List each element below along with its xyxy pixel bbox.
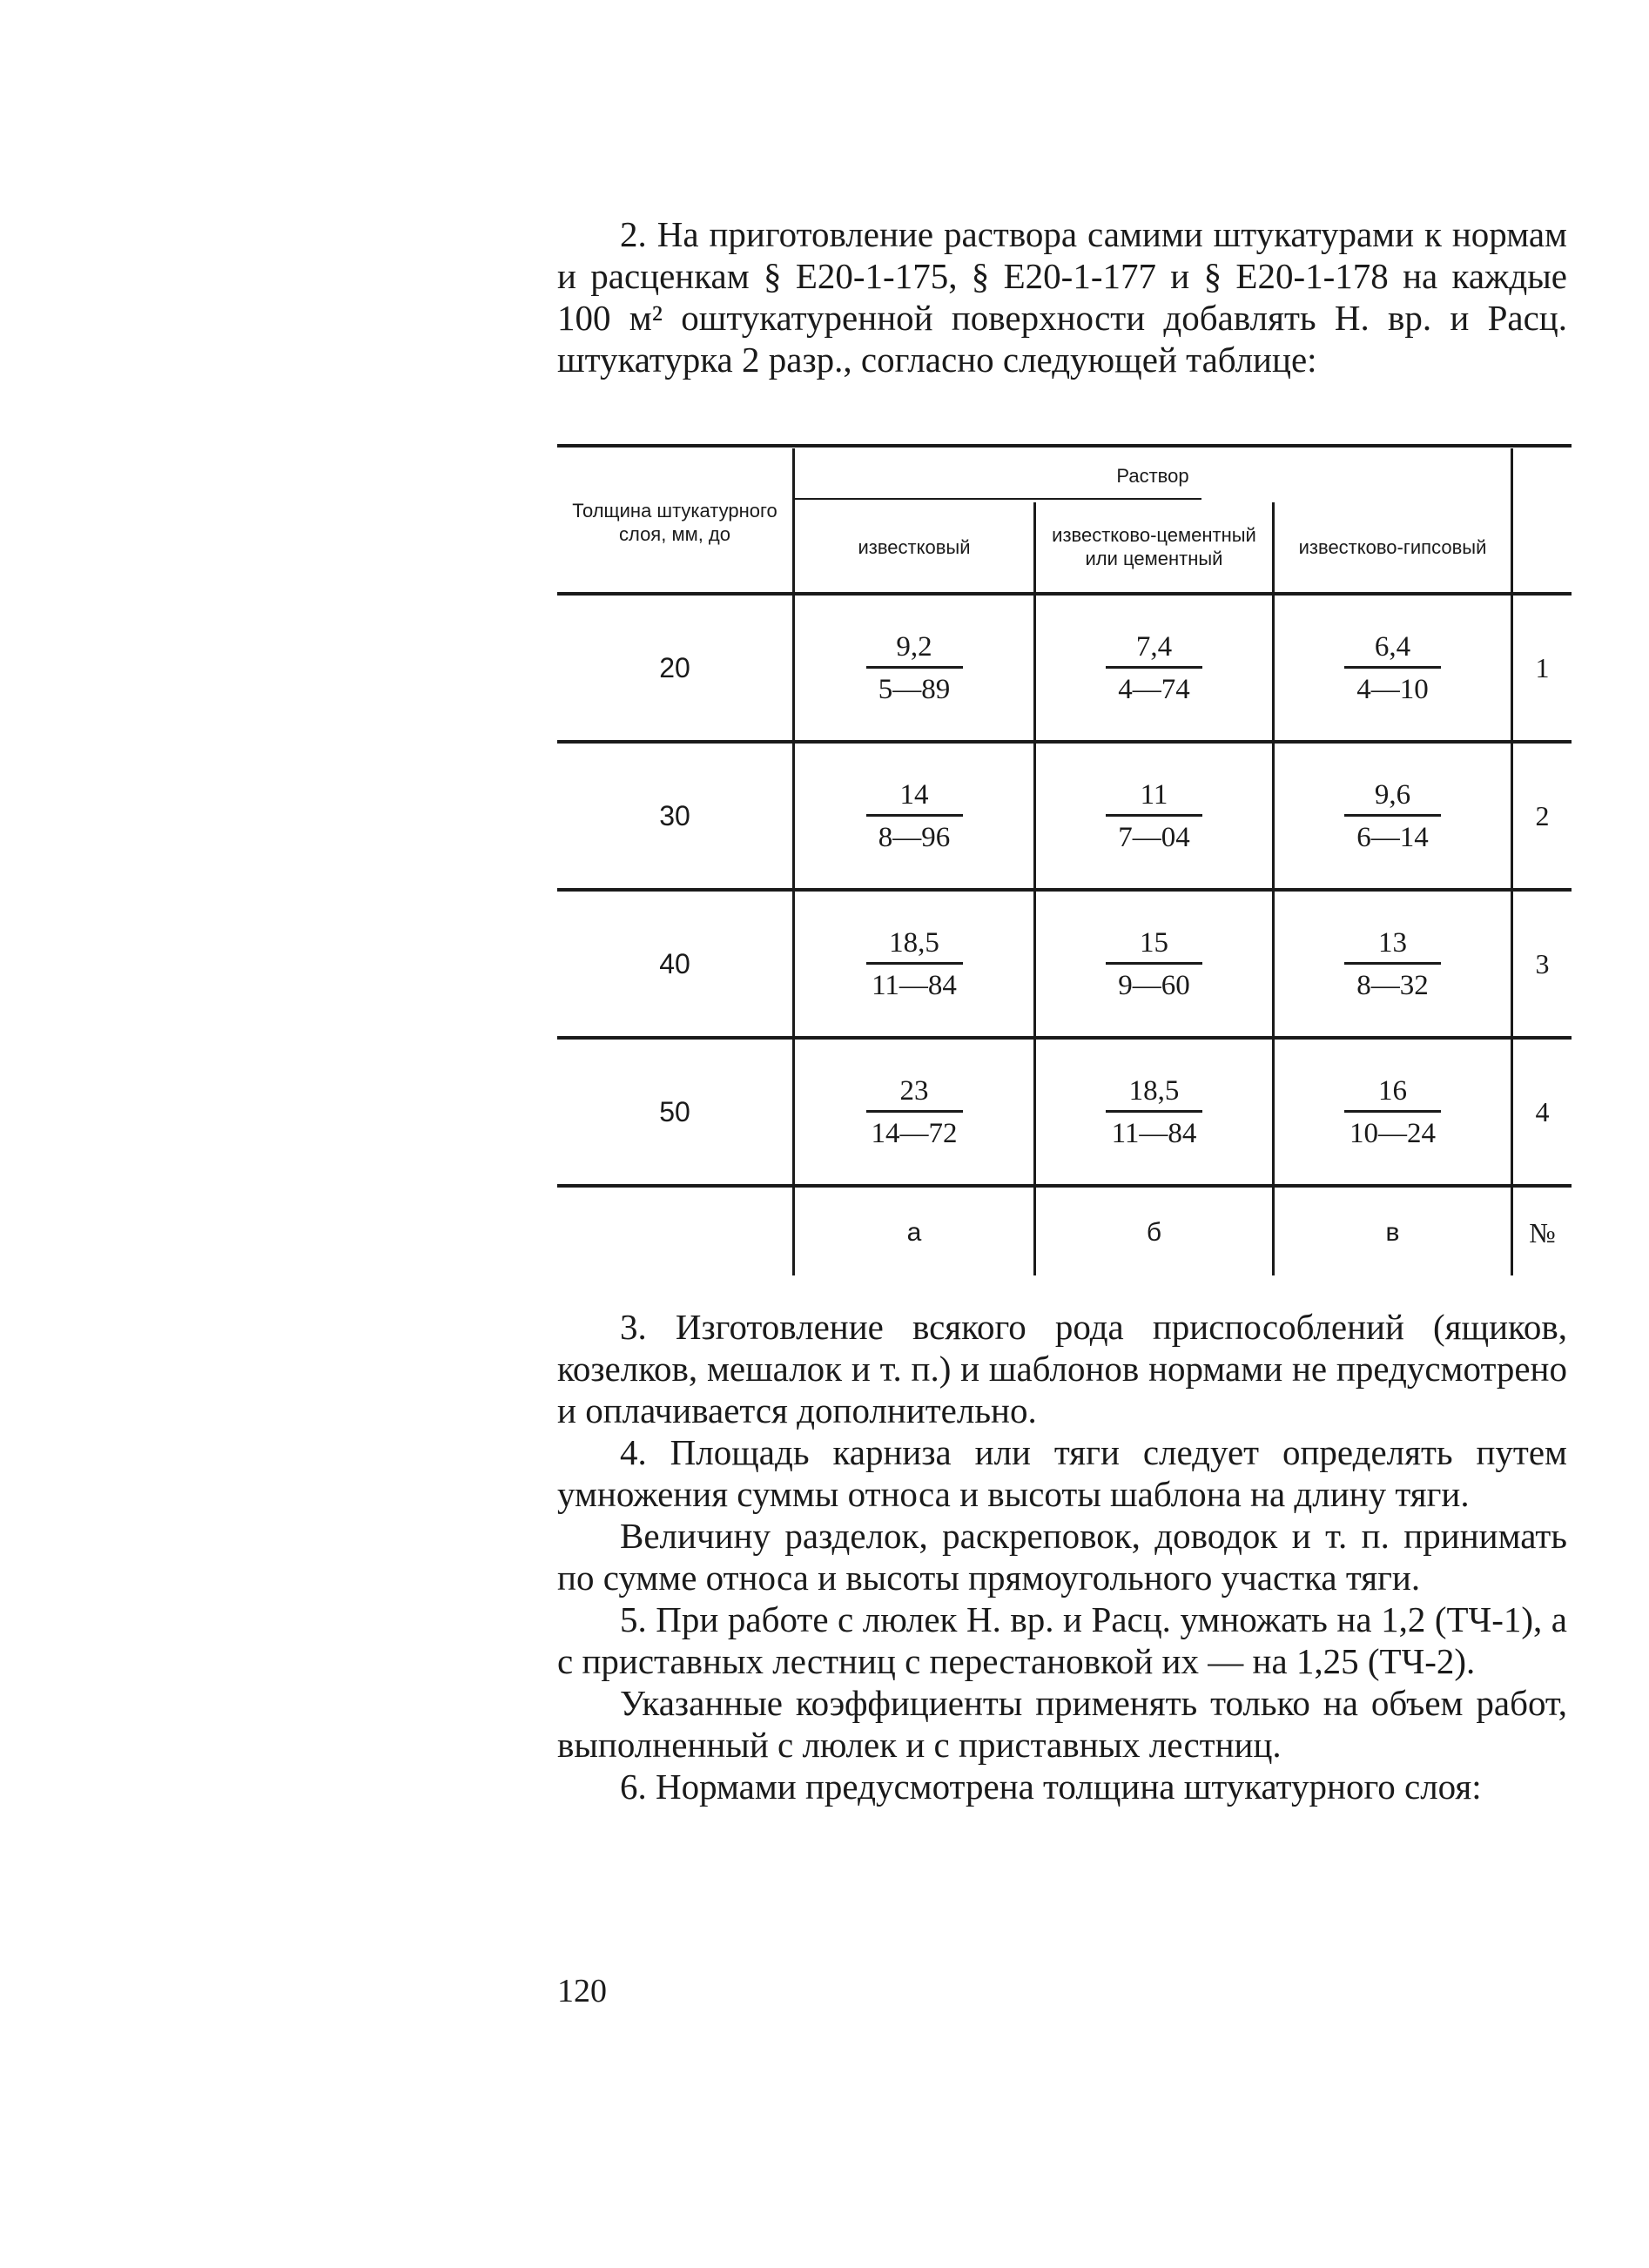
row3-b-price: 9—60 — [1118, 969, 1190, 1001]
row3-a-price: 11—84 — [872, 969, 957, 1001]
footer-col-a: а — [906, 1218, 922, 1247]
row1-c-time: 6,4 — [1344, 629, 1441, 669]
note-5-continued: Указанные коэффициенты применять только на объем работ, выполненный с люлек и с приставных лестниц. — [557, 1683, 1567, 1765]
row4-thickness: 50 — [659, 1095, 690, 1127]
row1-col-a — [795, 596, 1033, 740]
row4-number: 4 — [1535, 1095, 1550, 1127]
norms-table — [557, 444, 1572, 1280]
row4-col-a — [795, 1040, 1033, 1184]
header-col-b: известково-цементный или цементный — [1052, 524, 1256, 569]
row1-thickness: 20 — [659, 651, 690, 683]
row4-a-price: 14—72 — [871, 1117, 958, 1149]
row4-b-price: 11—84 — [1111, 1117, 1197, 1149]
row1-b-time: 7,4 — [1106, 629, 1202, 669]
row4-a-time: 23 — [866, 1073, 963, 1113]
row3-c-time: 13 — [1344, 925, 1441, 965]
row2-col-c — [1275, 744, 1511, 888]
row3-thickness: 40 — [659, 947, 690, 979]
footer-number-sign: № — [1529, 1216, 1556, 1248]
row4-col-c — [1275, 1040, 1511, 1184]
row3-b-time: 15 — [1106, 925, 1202, 965]
row4-col-b — [1036, 1040, 1272, 1184]
row1-number: 1 — [1535, 651, 1550, 683]
row1-c-price: 4—10 — [1356, 673, 1429, 705]
header-thickness: Толщина штукатурного слоя, мм, до — [572, 500, 777, 545]
row2-c-price: 6—14 — [1356, 821, 1429, 853]
row2-col-a — [795, 744, 1033, 888]
note-4: 4. Площадь карниза или тяги следует определять путем умножения суммы относа и высоты шаблона на длину тяги. — [557, 1432, 1567, 1514]
row3-number: 3 — [1535, 947, 1550, 979]
row2-col-b — [1036, 744, 1272, 888]
header-mortar: Раствор — [1116, 464, 1189, 487]
row2-b-price: 7—04 — [1118, 821, 1190, 853]
header-col-a: известковый — [858, 535, 971, 558]
row1-b-price: 4—74 — [1118, 673, 1190, 705]
row3-a-time: 18,5 — [866, 925, 963, 965]
row1-a-price: 5—89 — [878, 673, 951, 705]
page-number: 120 — [557, 1973, 607, 2009]
row1-col-c — [1275, 596, 1511, 740]
note-4-continued: Величину разделок, раскреповок, доводок и т. п. принимать по сумме относа и высоты прямоугольного участка тяги. — [557, 1516, 1567, 1598]
table-top-rule — [557, 444, 1572, 448]
row4-c-price: 10—24 — [1349, 1117, 1436, 1149]
row-rule-4 — [557, 1184, 1572, 1188]
row3-col-a — [795, 892, 1033, 1036]
row3-col-b — [1036, 892, 1272, 1036]
row4-c-time: 16 — [1344, 1073, 1441, 1113]
row1-col-b — [1036, 596, 1272, 740]
note-3: 3. Изготовление всякого рода приспособлений (ящиков, козелков, мешалок и т. п.) и шаблонов нормами не предусмотрено и оплачивается дополнительно. — [557, 1307, 1567, 1430]
row1-a-time: 9,2 — [866, 629, 963, 669]
row4-b-time: 18,5 — [1106, 1073, 1202, 1113]
intro-text: 2. На приготовление раствора самими штукатурами к нормам и расценкам § Е20-1-175, § Е20-1-177 и § Е20-1-178 на каждые 100 м² оштукатуренной поверхности добавлять Н. вр. и Расц. штукатурка 2 разр., согласно следующей таблице: — [557, 214, 1567, 380]
row2-c-time: 9,6 — [1344, 777, 1441, 817]
row2-b-time: 11 — [1106, 777, 1202, 817]
header-col-c: известково-гипсовый — [1298, 535, 1487, 558]
notes-section — [557, 1306, 1567, 1807]
row2-number: 2 — [1535, 799, 1550, 831]
note-6: 6. Нормами предусмотрена толщина штукатурного слоя: — [620, 1767, 1482, 1807]
row2-thickness: 30 — [659, 799, 690, 831]
note-5: 5. При работе с люлек Н. вр. и Расц. умножать на 1,2 (ТЧ-1), а с приставных лестниц с перестановкой их — на 1,25 (ТЧ-2). — [557, 1599, 1567, 1681]
row3-col-c — [1275, 892, 1511, 1036]
row3-c-price: 8—32 — [1356, 969, 1429, 1001]
row2-a-price: 8—96 — [878, 821, 951, 853]
footer-col-b: б — [1146, 1218, 1162, 1247]
mortar-underline — [792, 498, 1201, 500]
row2-a-time: 14 — [866, 777, 963, 817]
intro-paragraph — [557, 213, 1567, 380]
footer-col-c: в — [1385, 1218, 1400, 1247]
